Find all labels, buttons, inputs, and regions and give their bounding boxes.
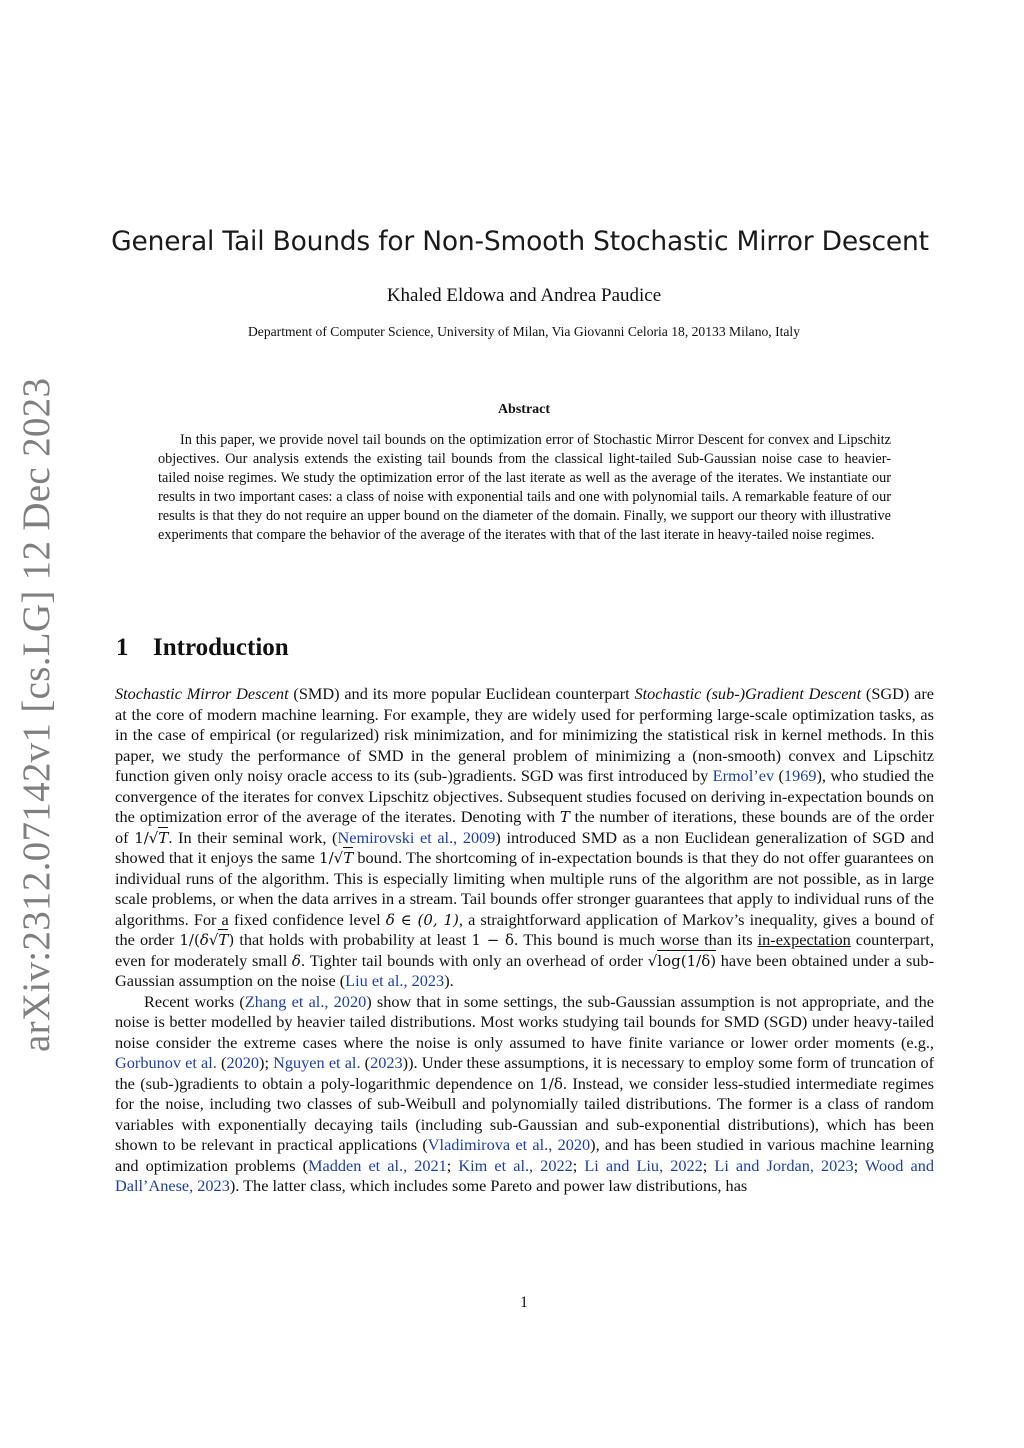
term-smd: Stochastic Mirror Descent [115,684,289,703]
math-sqrt-arg: log(1/δ) [657,951,717,970]
math-markov-order: 1/(δ√T) [179,931,235,949]
math-sqrt-arg: T [343,849,354,867]
text-run: . Tighter tail bounds with only an overhead of order [300,950,648,970]
citation-link-li-liu[interactable]: Li and Liu, 2022 [584,1155,703,1175]
text-run: ), who studied the convergence of the iterates for convex Lipschitz objectives. Subsequent studies focused on deriving in-expectation bounds on the optimization error of the average of the iterates. Denoting with [115,766,934,826]
text-run: . In their seminal work, ( [168,827,338,847]
abstract-text: In this paper, we provide novel tail bounds on the optimization error of Stochastic Mirror Descent for convex and Lipschitz objectives. Our analysis extends the existing tail bounds from the classical light-tailed Sub-Gaussian noise case to heavier-tailed noise regimes. We study the optimization error of the last iterate as well as the average of the iterates. We instantiate our results in two important cases: a class of noise with exponential tails and one with polynomial tails. A remarkable feature of our results is that they do not require an upper bound on the diameter of the domain. Finally, we support our theory with illustrative experiments that compare the behavior of the average of the iterates with that of the last iterate in heavy-tailed noise regimes. [158,432,891,544]
citation-link-nemirovski[interactable]: Nemirovski et al., 2009 [337,827,496,847]
in-expectation-term: in-expectation [757,930,851,949]
math-sqrt-arg: T [158,828,169,847]
text-run: ). [444,971,454,990]
citation-year-link-gorbunov[interactable]: 2020 [226,1053,260,1072]
math-one-minus-delta: 1 − δ [471,931,515,949]
affiliation: Department of Computer Science, University of Milan, Via Giovanni Celoria 18, 20133 Milano, Italy [247,324,800,339]
text-run: have been obtained under a sub-Gaussian assumption on the noise ( [115,950,934,990]
text-run: (SGD) are at the core of modern machine learning. For example, they are widely used for performing large-scale optimization tasks, as in the case of empirical (or regularized) risk minimization, and for minimizing the statistical risk in kernel methods. In this paper, we study the performance of SMD in the general problem of minimizing a (non-smooth) convex and Lipschitz function given only noisy oracle access to its (sub-)gradients. SGD was first introduced by [115,684,934,785]
citation-link-zhang[interactable]: Zhang et al., 2020 [244,991,367,1011]
citation-link-gorbunov[interactable]: Gorbunov et al. [115,1053,217,1072]
text-run: Recent works ( [144,991,245,1011]
author-list: Khaled Eldowa and Andrea Paudice [386,285,662,306]
text-run: ) introduced SMD as a non Euclidean generalization of SGD and showed that it enjoys the same [115,827,935,867]
citation-link-li-jordan[interactable]: Li and Jordan, 2023 [714,1155,854,1175]
citation-link-kim[interactable]: Kim et al., 2022 [458,1155,573,1175]
text-run: ) show that in some settings, the sub-Gaussian assumption is not appropriate, and the noise is better modelled by heavier tailed distributions. Most works studying tail bounds for SMD (SGD) under heavy-tailed noise consider the extreme cases where the noise is only assumed to have finite variance or lower order moments (e.g., [115,991,934,1052]
abstract-heading: Abstract [497,402,551,417]
text-run: , a straightforward application of Markov’s inequality, gives a bound of the order [115,909,935,949]
citation-link-wood[interactable]: Wood and Dall’Anese, 2023 [115,1155,934,1195]
text-run: . This bound is much worse than its [514,930,758,949]
citation-link-ermolev[interactable]: Ermol’ev [712,766,775,785]
math-symbol-t: T [559,808,570,826]
text-run: ). The latter class, which includes some Pareto and power law distributions, has [229,1176,748,1195]
math-one-over-sqrt-t: 1/√T [319,849,354,867]
math-delta: δ [199,931,209,949]
text-run: . Instead, we consider less-studied intermediate regimes for the noise, including two classes of sub-Weibull and polynomially tailed distributions. The former is a class of random variables with exponentially decaying tails (including sub-Gaussian and sub-exponential distributions), which has been shown to be relevant in practical applications ( [115,1073,934,1154]
text-run: (SMD) and its more popular Euclidean counterpart [288,684,635,703]
text-run: that holds with probability at least [234,930,472,949]
citation-link-liu[interactable]: Liu et al., 2023 [345,971,445,990]
section-heading-introduction [116,634,289,662]
text-run: bound. The shortcoming of in-expectation bounds is that they do not offer guarantees on individual runs of the algorithm. This is especially limiting when multiple runs of the algorithm are not possible, as in large scale problems, or when the data arrives in a stream. Tail bounds offer stronger guarantees that apply to individual runs of the algorithms. For a fixed confidence level [115,848,934,929]
math-delta: δ [291,951,301,970]
math-sqrt-arg: T [218,931,229,949]
citation-link-nguyen[interactable]: Nguyen et al. [273,1053,361,1072]
citation-link-madden[interactable]: Madden et al., 2021 [308,1155,447,1175]
text-run: the number of iterations, these bounds are of the order of [115,807,934,847]
intro-paragraph-1: Stochastic Mirror Descent (SMD) and its more popular Euclidean counterpart Stochastic (sub-)Gradient Descent (SGD) are at the core of modern machine learning. For example, they are widely used for performing large-scale optimization tasks, as in the case of empirical (or regularized) risk minimization, and for minimizing the statistical risk in kernel methods. In this paper, we study the performance of SMD in the general problem of minimizing a (non-smooth) convex and Lipschitz function given only noisy oracle access to its (sub-)gradients. SGD was first introduced by Ermol’ev (1969), who studied the convergence of the iterates for convex Lipschitz objectives. Subsequent studies focused on deriving in-expectation bounds on the optimization error of the average of the iterates. Denoting with T the number of iterations, these bounds are of the order of 1/√T. In their seminal work, (Nemirovski et al., 2009) introduced SMD as a non Euclidean generalization of SGD and showed that it enjoys the same 1/√T bound. The shortcoming of in-expectation bounds is that they do not offer guarantees on individual runs of the algorithm. This is especially limiting when multiple runs of the algorithm are not possible, as in large scale problems, or when the data arrives in a stream. Tail bounds offer stronger guarantees that apply to individual runs of the algorithms. For a fixed confidence level δ ∈ (0, 1), a straightforward application of Markov’s inequality, gives a bound of the order 1/(δ√T) that holds with probability at least 1 − δ. This bound is much worse than its in-expectation counterpart, even for moderately small δ. Tighter tail bounds with only an overhead of order √log(1/δ) have been obtained under a sub-Gaussian assumption on the noise (Liu et al., 2023). [115,684,935,990]
text-run: ). Under these assumptions, it is necessary to employ some form of truncation of the (sub-)gradients to obtain a poly-logarithmic dependence on [115,1053,935,1093]
math-delta-range: δ ∈ (0, 1) [385,910,459,929]
citation-year-link-ermolev[interactable]: 1969 [783,766,817,785]
introduction-body [115,684,934,1197]
paper-title: General Tail Bounds for Non-Smooth Stochastic Mirror Descent [111,226,929,257]
math-one-over-sqrt-t: 1/√T [134,828,169,847]
abstract-body [158,431,891,546]
math-one-over-delta: 1/δ [539,1074,563,1093]
text-run: counterpart, even for moderately small [115,930,935,970]
math-sqrt-log: √log(1/δ) [647,951,717,970]
section-number: 1 [116,634,129,661]
text-run: ), and has been studied in various machine learning and optimization problems ( [115,1135,935,1175]
section-title: Introduction [153,634,289,661]
citation-year-link-nguyen[interactable]: 2023 [370,1053,403,1072]
intro-paragraph-2: Recent works (Zhang et al., 2020) show that in some settings, the sub-Gaussian assumption is not appropriate, and the noise is better modelled by heavier tailed distributions. Most works studying tail bounds for SMD (SGD) under heavy-tailed noise consider the extreme cases where the noise is only assumed to have finite variance or lower order moments (e.g., Gorbunov et al. (2020); Nguyen et al. (2023)). Under these assumptions, it is necessary to employ some form of truncation of the (sub-)gradients to obtain a poly-logarithmic dependence on 1/δ. Instead, we consider less-studied intermediate regimes for the noise, including two classes of sub-Weibull and polynomially tailed distributions. The former is a class of random variables with exponentially decaying tails (including sub-Gaussian and sub-exponential distributions), which has been shown to be relevant in practical applications (Vladimirova et al., 2020), and has been studied in various machine learning and optimization problems (Madden et al., 2021; Kim et al., 2022; Li and Liu, 2022; Li and Jordan, 2023; Wood and Dall’Anese, 2023). The latter class, which includes some Pareto and power law distributions, has [115,991,935,1195]
page-number: 1 [520,1294,528,1311]
citation-link-vladimirova[interactable]: Vladimirova et al., 2020 [427,1135,591,1154]
term-sgd: Stochastic (sub-)Gradient Descent [634,684,862,703]
arxiv-identifier-stamp: arXiv:2312.07142v1 [cs.LG] 12 Dec 2023 [15,377,58,1052]
